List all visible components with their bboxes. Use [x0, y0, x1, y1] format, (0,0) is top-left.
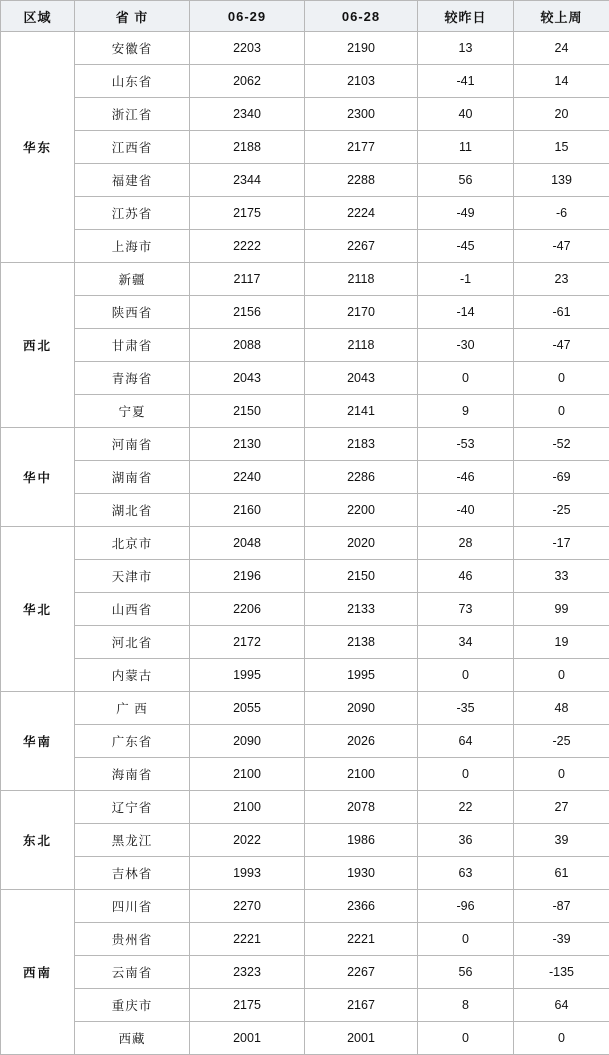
price-previous-cell: 2118: [305, 263, 418, 296]
table-row: [1, 461, 609, 494]
day-change-cell: 22: [418, 791, 514, 824]
day-change-cell: 0: [418, 758, 514, 791]
week-change-cell: 19: [514, 626, 609, 659]
province-cell: 重庆市: [75, 989, 190, 1022]
province-cell: 黑龙江: [75, 824, 190, 857]
price-current-cell: 2117: [190, 263, 305, 296]
price-previous-cell: 1995: [305, 659, 418, 692]
price-current-cell: 2188: [190, 131, 305, 164]
table-row: [1, 329, 609, 362]
price-current-cell: 1993: [190, 857, 305, 890]
table-header-row: [1, 1, 609, 32]
day-change-cell: 11: [418, 131, 514, 164]
week-change-cell: -135: [514, 956, 609, 989]
province-cell: 吉林省: [75, 857, 190, 890]
province-cell: 海南省: [75, 758, 190, 791]
price-previous-cell: 2200: [305, 494, 418, 527]
week-change-cell: 0: [514, 362, 609, 395]
column-header-day-change: 较昨日: [418, 1, 514, 32]
week-change-cell: -6: [514, 197, 609, 230]
price-previous-cell: 2026: [305, 725, 418, 758]
week-change-cell: 20: [514, 98, 609, 131]
week-change-cell: -61: [514, 296, 609, 329]
table-row: [1, 296, 609, 329]
province-cell: 江西省: [75, 131, 190, 164]
table-header: [1, 1, 609, 32]
week-change-cell: -52: [514, 428, 609, 461]
province-cell: 广 西: [75, 692, 190, 725]
week-change-cell: 27: [514, 791, 609, 824]
province-cell: 陕西省: [75, 296, 190, 329]
table-row: [1, 890, 609, 923]
province-cell: 辽宁省: [75, 791, 190, 824]
price-previous-cell: 2221: [305, 923, 418, 956]
week-change-cell: -87: [514, 890, 609, 923]
day-change-cell: -49: [418, 197, 514, 230]
week-change-cell: 64: [514, 989, 609, 1022]
day-change-cell: 63: [418, 857, 514, 890]
column-header-date-previous: 06-28: [305, 1, 418, 32]
day-change-cell: 36: [418, 824, 514, 857]
province-cell: 浙江省: [75, 98, 190, 131]
province-cell: 北京市: [75, 527, 190, 560]
province-cell: 新疆: [75, 263, 190, 296]
table-row: [1, 989, 609, 1022]
region-cell: 华北: [1, 527, 75, 692]
week-change-cell: 48: [514, 692, 609, 725]
province-cell: 天津市: [75, 560, 190, 593]
table-row: [1, 659, 609, 692]
province-cell: 上海市: [75, 230, 190, 263]
table-row: [1, 32, 609, 65]
province-cell: 湖北省: [75, 494, 190, 527]
price-current-cell: 2203: [190, 32, 305, 65]
price-previous-cell: 2100: [305, 758, 418, 791]
day-change-cell: 28: [418, 527, 514, 560]
price-previous-cell: 2183: [305, 428, 418, 461]
price-previous-cell: 2043: [305, 362, 418, 395]
price-previous-cell: 2177: [305, 131, 418, 164]
table-row: [1, 626, 609, 659]
price-previous-cell: 2138: [305, 626, 418, 659]
week-change-cell: -47: [514, 329, 609, 362]
day-change-cell: -35: [418, 692, 514, 725]
table-row: [1, 428, 609, 461]
price-current-cell: 2160: [190, 494, 305, 527]
table-row: [1, 692, 609, 725]
day-change-cell: -46: [418, 461, 514, 494]
day-change-cell: 0: [418, 659, 514, 692]
price-previous-cell: 2133: [305, 593, 418, 626]
province-cell: 云南省: [75, 956, 190, 989]
week-change-cell: 15: [514, 131, 609, 164]
province-cell: 江苏省: [75, 197, 190, 230]
table-row: [1, 791, 609, 824]
day-change-cell: -96: [418, 890, 514, 923]
region-cell: 西北: [1, 263, 75, 428]
price-current-cell: 2090: [190, 725, 305, 758]
price-current-cell: 2100: [190, 758, 305, 791]
price-previous-cell: 2150: [305, 560, 418, 593]
day-change-cell: -41: [418, 65, 514, 98]
province-cell: 四川省: [75, 890, 190, 923]
table-row: [1, 560, 609, 593]
day-change-cell: 8: [418, 989, 514, 1022]
week-change-cell: 139: [514, 164, 609, 197]
day-change-cell: -53: [418, 428, 514, 461]
price-current-cell: 2100: [190, 791, 305, 824]
province-cell: 广东省: [75, 725, 190, 758]
day-change-cell: -14: [418, 296, 514, 329]
price-previous-cell: 2167: [305, 989, 418, 1022]
price-previous-cell: 2118: [305, 329, 418, 362]
price-current-cell: 2240: [190, 461, 305, 494]
day-change-cell: 73: [418, 593, 514, 626]
province-cell: 福建省: [75, 164, 190, 197]
column-header-region: 区域: [1, 1, 75, 32]
day-change-cell: 9: [418, 395, 514, 428]
province-cell: 湖南省: [75, 461, 190, 494]
day-change-cell: -45: [418, 230, 514, 263]
table-row: [1, 494, 609, 527]
price-previous-cell: 2366: [305, 890, 418, 923]
price-current-cell: 2156: [190, 296, 305, 329]
province-cell: 山西省: [75, 593, 190, 626]
week-change-cell: 14: [514, 65, 609, 98]
price-current-cell: 2088: [190, 329, 305, 362]
table-row: [1, 857, 609, 890]
price-current-cell: 2323: [190, 956, 305, 989]
price-current-cell: 2270: [190, 890, 305, 923]
price-current-cell: 2340: [190, 98, 305, 131]
table-row: [1, 956, 609, 989]
price-current-cell: 2055: [190, 692, 305, 725]
province-cell: 山东省: [75, 65, 190, 98]
price-current-cell: 2206: [190, 593, 305, 626]
day-change-cell: 13: [418, 32, 514, 65]
province-cell: 内蒙古: [75, 659, 190, 692]
table-row: [1, 395, 609, 428]
day-change-cell: -40: [418, 494, 514, 527]
province-cell: 河南省: [75, 428, 190, 461]
table-row: [1, 1022, 609, 1055]
province-cell: 贵州省: [75, 923, 190, 956]
table-row: [1, 131, 609, 164]
week-change-cell: 0: [514, 395, 609, 428]
table-row: [1, 527, 609, 560]
province-cell: 安徽省: [75, 32, 190, 65]
day-change-cell: 0: [418, 1022, 514, 1055]
price-previous-cell: 2267: [305, 956, 418, 989]
table-row: [1, 362, 609, 395]
week-change-cell: 0: [514, 659, 609, 692]
day-change-cell: 56: [418, 164, 514, 197]
week-change-cell: 0: [514, 1022, 609, 1055]
week-change-cell: 24: [514, 32, 609, 65]
table-row: [1, 725, 609, 758]
price-previous-cell: 2224: [305, 197, 418, 230]
week-change-cell: 39: [514, 824, 609, 857]
week-change-cell: 61: [514, 857, 609, 890]
province-cell: 甘肃省: [75, 329, 190, 362]
region-cell: 华中: [1, 428, 75, 527]
price-current-cell: 2130: [190, 428, 305, 461]
price-previous-cell: 2078: [305, 791, 418, 824]
week-change-cell: -39: [514, 923, 609, 956]
table-row: [1, 164, 609, 197]
price-current-cell: 2175: [190, 197, 305, 230]
price-previous-cell: 1986: [305, 824, 418, 857]
week-change-cell: -25: [514, 494, 609, 527]
week-change-cell: 0: [514, 758, 609, 791]
price-current-cell: 2344: [190, 164, 305, 197]
price-previous-cell: 2103: [305, 65, 418, 98]
region-cell: 西南: [1, 890, 75, 1055]
column-header-week-change: 较上周: [514, 1, 609, 32]
price-previous-cell: 2141: [305, 395, 418, 428]
price-current-cell: 2175: [190, 989, 305, 1022]
table-row: [1, 65, 609, 98]
price-current-cell: 2062: [190, 65, 305, 98]
table-row: [1, 263, 609, 296]
price-current-cell: 2043: [190, 362, 305, 395]
price-previous-cell: 2286: [305, 461, 418, 494]
week-change-cell: 99: [514, 593, 609, 626]
table-row: [1, 197, 609, 230]
price-current-cell: 2222: [190, 230, 305, 263]
table-body: [1, 32, 609, 1055]
column-header-province: 省 市: [75, 1, 190, 32]
week-change-cell: 33: [514, 560, 609, 593]
price-previous-cell: 2020: [305, 527, 418, 560]
day-change-cell: 34: [418, 626, 514, 659]
price-previous-cell: 2288: [305, 164, 418, 197]
day-change-cell: 64: [418, 725, 514, 758]
day-change-cell: 56: [418, 956, 514, 989]
price-previous-cell: 2190: [305, 32, 418, 65]
price-previous-cell: 2001: [305, 1022, 418, 1055]
day-change-cell: 0: [418, 923, 514, 956]
table-row: [1, 758, 609, 791]
day-change-cell: -1: [418, 263, 514, 296]
price-current-cell: 2150: [190, 395, 305, 428]
week-change-cell: -17: [514, 527, 609, 560]
price-current-cell: 2022: [190, 824, 305, 857]
price-current-cell: 2172: [190, 626, 305, 659]
price-current-cell: 1995: [190, 659, 305, 692]
day-change-cell: 40: [418, 98, 514, 131]
table-row: [1, 593, 609, 626]
day-change-cell: 0: [418, 362, 514, 395]
week-change-cell: -25: [514, 725, 609, 758]
price-previous-cell: 2170: [305, 296, 418, 329]
price-previous-cell: 2090: [305, 692, 418, 725]
table-row: [1, 98, 609, 131]
price-current-cell: 2048: [190, 527, 305, 560]
price-previous-cell: 1930: [305, 857, 418, 890]
province-cell: 河北省: [75, 626, 190, 659]
week-change-cell: -47: [514, 230, 609, 263]
price-previous-cell: 2300: [305, 98, 418, 131]
region-cell: 华东: [1, 32, 75, 263]
table-row: [1, 230, 609, 263]
province-cell: 宁夏: [75, 395, 190, 428]
price-current-cell: 2221: [190, 923, 305, 956]
region-cell: 东北: [1, 791, 75, 890]
price-previous-cell: 2267: [305, 230, 418, 263]
region-cell: 华南: [1, 692, 75, 791]
province-cell: 西藏: [75, 1022, 190, 1055]
week-change-cell: 23: [514, 263, 609, 296]
day-change-cell: 46: [418, 560, 514, 593]
price-current-cell: 2001: [190, 1022, 305, 1055]
table-row: [1, 824, 609, 857]
price-current-cell: 2196: [190, 560, 305, 593]
province-cell: 青海省: [75, 362, 190, 395]
column-header-date-current: 06-29: [190, 1, 305, 32]
table-row: [1, 923, 609, 956]
week-change-cell: -69: [514, 461, 609, 494]
day-change-cell: -30: [418, 329, 514, 362]
